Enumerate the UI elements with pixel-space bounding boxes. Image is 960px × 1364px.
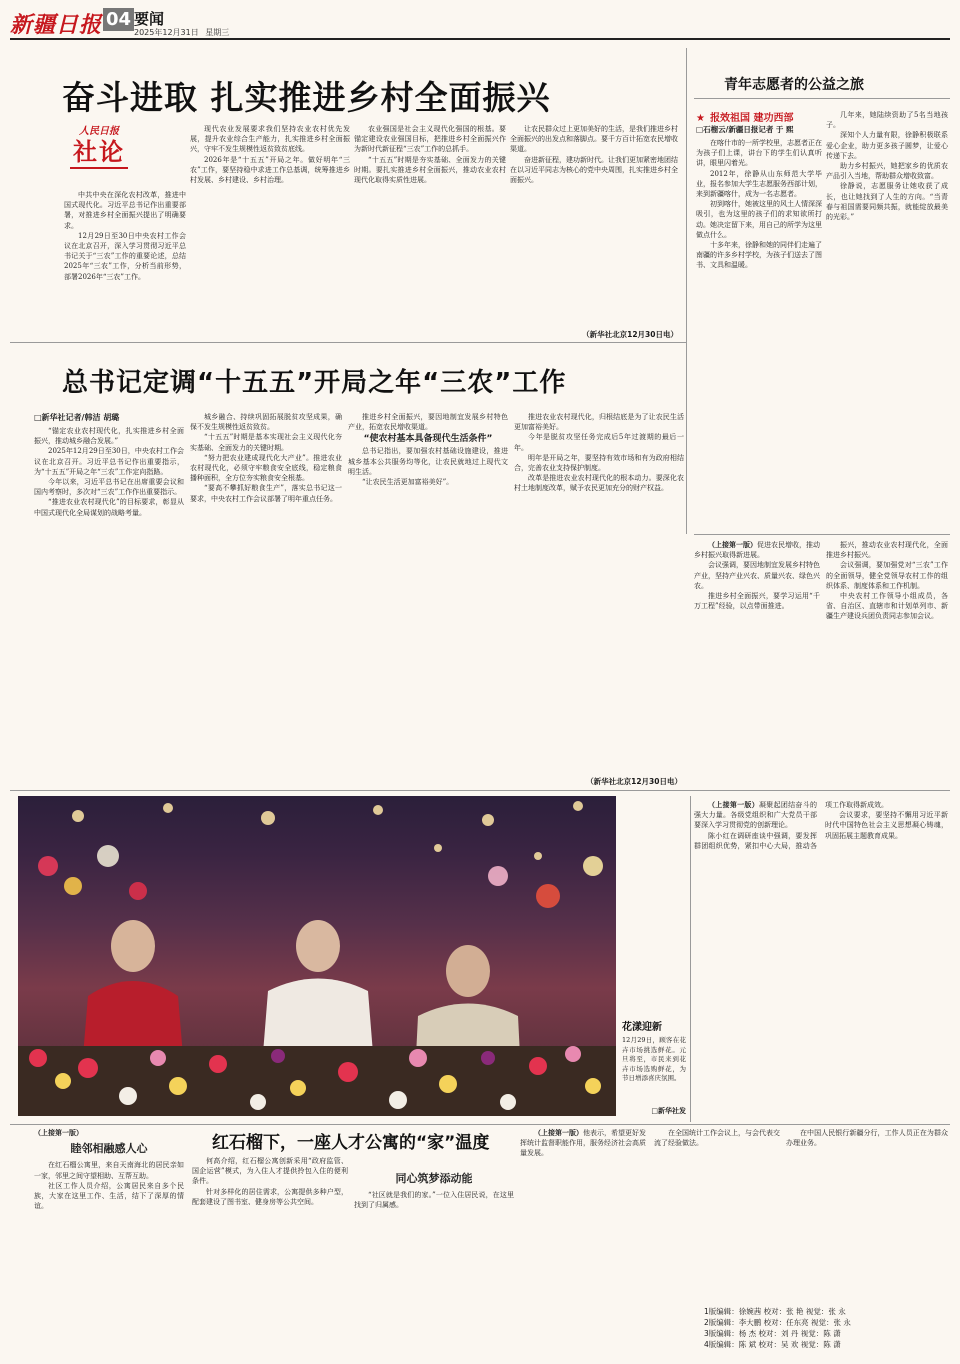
lead-para: 农业强国是社会主义现代化强国的根基。要锚定建设农业强国目标，把推进乡村全面振兴作为新时代新征程“三农”工作的总抓手。 <box>354 125 506 154</box>
right-lower-para: 陈小红在调研座谈中强调，要发挥群团组织优势，紧扣中心大局，推动各项工作取得新成效。 <box>694 801 888 850</box>
lead-col-2 <box>190 124 350 330</box>
lead-col-1 <box>64 190 186 330</box>
sidebar-para: 初到喀什，她被这里的风土人情深深吸引，也为这里的孩子们的求知欲所打动。她决定留下来，用自己的所学为这里做点什么。 <box>696 200 822 239</box>
page-number: 04 <box>103 8 134 31</box>
mid-col-2 <box>190 412 342 784</box>
mid-para: 今年是脱贫攻坚任务完成后5年过渡期的最后一年。 <box>514 433 684 452</box>
bottom-mid-subhead: 同心筑梦添动能 <box>395 1172 473 1185</box>
mid-para: 总书记指出，要加强农村基础设施建设，推进城乡基本公共服务均等化，让农民就地过上现代文明生活。 <box>348 447 508 476</box>
lead-col-4 <box>510 124 678 330</box>
bottom-right-text: 他表示，希望更好发挥统计监督职能作用，服务经济社会高质量发展。 <box>520 1129 646 1158</box>
bottom-right-para <box>520 1128 646 1159</box>
bottom-mid-para: 何高介绍，红石榴公寓创新采用“政府监管、国企运营”模式，为入住人才提供拎包入住的便利条件。 <box>192 1157 348 1186</box>
sidebar-para: 2012年，徐静从山东师范大学毕业，报名参加大学生志愿服务西部计划，来到新疆喀什，成为一名志愿者。 <box>696 169 822 199</box>
mid-headline: 总书记定调“十五五”开局之年“三农”工作 <box>62 368 567 398</box>
lead-para: 现代农业发展要求我们坚持农业农村优先发展，提升农业综合生产能力，扎实推进乡村全面振兴，守牢不发生规模性返贫致贫底线。 <box>190 125 350 154</box>
from-page-label: （上接第一版） <box>34 1129 83 1137</box>
footer-row: 2版编辑：李大鹏 校对：任东亮 视觉：张 永 <box>704 1318 851 1327</box>
right-cont-para: 中央农村工作领导小组成员，各省、自治区、直辖市和计划单列市、新疆生产建设兵团负责同志参加会议。 <box>826 592 948 621</box>
bottom-top-rule <box>10 1124 950 1125</box>
mid-para: 推进乡村全面振兴，要因地制宜发展乡村特色产业，拓宽农民增收渠道。 <box>348 413 508 432</box>
mid-para: “努力把农业建成现代化大产业”。推进农业农村现代化，必须守牢粮食安全底线，稳定粮食播种面积，全方位夯实粮食安全根基。 <box>190 453 342 483</box>
mid-para: 推进农业农村现代化，归根结底是为了让农民生活更加富裕美好。 <box>514 413 684 432</box>
section-title: 要闻 <box>134 10 165 28</box>
sidebar-col-2 <box>826 110 948 524</box>
date-text: 2025年12月31日 <box>134 28 199 37</box>
sidebar-para: 几年来，她陆续资助了5名当地孩子。 <box>826 111 948 130</box>
lead-para: 12月29日至30日中央农村工作会议在北京召开，深入学习贯彻习近平总书记关于“三农”工作的重要论述，总结2025年“三农”工作，分析当前形势，部署2026年“三农”工作。 <box>64 231 186 281</box>
mid-para: 城乡融合、持续巩固拓展脱贫攻坚成果，确保不发生规模性返贫致贫。 <box>190 413 342 432</box>
news-photo-flower-market <box>18 796 616 1116</box>
badge-underline <box>70 167 128 169</box>
mid-para: “让农民生活更加富裕美好”。 <box>362 478 454 487</box>
mid-para: “十五五”时期是基本实现社会主义现代化夯实基础、全面发力的关键时期。 <box>190 433 342 452</box>
sidebar-byline: □石榴云/新疆日报记者 于 熙 <box>696 125 794 134</box>
photo-caption-block <box>622 1018 686 1118</box>
mid-para: “锚定农业农村现代化，扎实推进乡村全面振兴，推动城乡融合发展。” <box>34 427 184 446</box>
sidebar-col-1 <box>696 138 822 524</box>
right-cont-para <box>694 540 820 560</box>
sidebar-para: 深知个人力量有限，徐静积极联系爱心企业，助力更多孩子圆梦，让爱心传递下去。 <box>826 131 948 160</box>
star-icon: ★ <box>696 113 705 124</box>
masthead <box>10 6 950 46</box>
mid-col-4 <box>514 412 684 778</box>
sidebar-headline: 青年志愿者的公益之旅 <box>724 77 864 93</box>
editorial-badge-main: 社论 <box>73 137 125 166</box>
newspaper-logo: 新疆日报 <box>10 12 103 38</box>
sidebar-para: 十多年来，徐静和她的同伴们走遍了南疆的许多乡村学校，为孩子们送去了图书、文具和温暖。 <box>696 241 822 270</box>
column-label-text: 报效祖国 建功西部 <box>710 113 794 124</box>
sidebar-divider <box>686 48 687 534</box>
mid-para: “推进农业农村现代化”的目标要求，彰显从中国式现代化全局谋划的战略考量。 <box>34 498 184 517</box>
mid-para: “要高不攀抓好粮食生产”，落实总书记这一要求，中央农村工作会议部署了明年重点任务。 <box>190 484 342 503</box>
lead-para: 奋进新征程，建功新时代。让我们更加紧密地团结在以习近平同志为核心的党中央周围，扎实推进乡村全面振兴。 <box>510 155 678 185</box>
bottom-far-right <box>786 1128 948 1302</box>
sidebar-head-rule <box>694 98 950 99</box>
right-lower-para: 会议要求，要坚持不懈用习近平新时代中国特色社会主义思想凝心铸魂，巩固拓展主题教育成果。 <box>825 811 948 840</box>
bottom-left-block <box>34 1128 184 1356</box>
bottom-mid-col-1 <box>192 1156 348 1356</box>
lead-credit: （新华社北京12月30日电） <box>582 330 678 339</box>
photo-caption-title: 花漾迎新 <box>622 1022 662 1033</box>
bottom-left-para: 社区工作人员介绍，公寓居民来自多个民族，大家在这里工作、生活，结下了深厚的情谊。 <box>34 1181 184 1211</box>
bottom-left-subhead: 睦邻相融感人心 <box>70 1142 148 1156</box>
from-page-label: （上接第一版） <box>534 1129 583 1137</box>
lead-para: 2026年是“十五五”开局之年。做好明年“三农”工作，要坚持稳中求进工作总基调，统筹推进乡村发展、乡村建设、乡村治理。 <box>190 155 350 185</box>
bottom-left-para: 在红石榴公寓里，来自天南海北的居民亲如一家，邻里之间守望相助、互帮互助。 <box>34 1161 184 1180</box>
right-lower-para <box>694 800 817 831</box>
right-lower-divider <box>690 796 691 1122</box>
bottom-right-para: 在全国统计工作会议上，与会代表交流了经验做法。 <box>654 1129 780 1148</box>
lead-para: 让农民群众过上更加美好的生活，是我们推进乡村全面振兴的出发点和落脚点。要千方百计拓宽农民增收渠道。 <box>510 125 678 154</box>
right-cont-col-1 <box>694 540 820 786</box>
footer-row: 3版编辑：杨 杰 校对：刘 丹 视觉：陈 潇 <box>704 1329 841 1338</box>
bottom-mid-para: “社区就是我们的家。”一位入住居民说，在这里找到了归属感。 <box>354 1191 514 1210</box>
right-cont-para: 会议强调，要因地制宜发展乡村特色产业，坚持产业兴农、质量兴农、绿色兴农。 <box>694 561 820 590</box>
lead-para: 中共中央在深化农村改革，推进中国式现代化。习近平总书记作出重要部署，对推进乡村全面振兴提出了明确要求。 <box>64 191 186 230</box>
lead-para: “十五五”时期是夯实基础、全面发力的关键时期。要扎实推进乡村全面振兴，推动农业农村现代化取得实质性进展。 <box>354 155 506 185</box>
lead-headline: 奋斗进取 扎实推进乡村全面振兴 <box>62 78 551 117</box>
editorial-badge <box>64 122 134 174</box>
mid-para: 明年是开局之年，要坚持有效市场和有为政府相结合，完善农业支持保护制度。 <box>514 453 684 473</box>
footer-row: 1版编辑：徐婉茜 校对：张 艳 视觉：张 永 <box>704 1307 846 1316</box>
footer-editors <box>704 1306 950 1350</box>
sidebar-para: 助力乡村振兴，她把家乡的优质农产品引入当地，帮助群众增收致富。 <box>826 162 948 181</box>
editorial-badge-top: 人民日报 <box>79 126 119 137</box>
issue-date <box>134 27 229 38</box>
right-cont-rule <box>694 534 950 535</box>
weekday-text: 星期三 <box>205 28 230 37</box>
mid-byline: □新华社记者/韩洁 胡璐 <box>34 413 120 422</box>
photo-top-rule <box>10 790 950 791</box>
right-cont-col-2 <box>826 540 948 786</box>
right-cont-para: 振兴，推动农业农村现代化，全面推进乡村振兴。 <box>826 541 948 560</box>
sidebar-para: 徐静说，志愿服务让她收获了成长，也让她找到了人生的方向。“当青春与祖国需要同频共振，就能绽放最美的光彩。” <box>826 182 948 222</box>
mid-top-rule <box>10 342 686 343</box>
photo-illustration <box>18 796 616 1116</box>
bottom-mid-headline: 红石榴下，一座人才公寓的“家”温度 <box>212 1133 490 1153</box>
sidebar-column-label <box>696 106 794 125</box>
right-lower-col <box>694 800 948 1118</box>
masthead-rule <box>10 38 950 40</box>
mid-para: 改革是推进农业农村现代化的根本动力。要深化农村土地制度改革，赋予农民更加充分的财产权益。 <box>514 474 684 493</box>
mid-para: 2025年12月29日至30日，中央农村工作会议在北京召开。习近平总书记作出重要指示，为“十五五”开局之年“三农”工作定向指路。 <box>34 447 184 476</box>
right-cont-para: 会议强调，要加强党对“三农”工作的全面领导，健全党领导农村工作的组织体系、制度体系和工作机制。 <box>826 561 948 590</box>
photo-credit: □新华社发 <box>651 1107 686 1115</box>
bottom-right-para: 在中国人民银行新疆分行，工作人员正在为群众办理业务。 <box>786 1129 948 1148</box>
mid-para: 今年以来，习近平总书记在出席重要会议和国内考察时，多次对“三农”工作作出重要指示。 <box>34 478 184 497</box>
sidebar-para: 在喀什市的一所学校里，志愿者正在为孩子们上课，讲台下的学生们认真听讲，眼里闪着光。 <box>696 139 822 168</box>
from-page-label: （上接第一版） <box>708 541 757 549</box>
bottom-mid-para: 针对多样化的居住需求，公寓提供多种户型，配套建设了图书室、健身房等公共空间。 <box>192 1187 348 1206</box>
right-cont-text: 促进农民增收，推动乡村振兴取得新进展。 <box>694 541 820 560</box>
mid-credit: （新华社北京12月30日电） <box>586 777 682 786</box>
footer-row: 4版编辑：陈 斌 校对：吴 欢 视觉：陈 潇 <box>704 1340 841 1349</box>
right-cont-para: 推进乡村全面振兴，要学习运用“千万工程”经验，以点带面推进。 <box>694 592 820 611</box>
right-lower-text: 凝聚起团结奋斗的强大力量。各级党组织和广大党员干部要深入学习贯彻党的创新理论。 <box>694 801 817 830</box>
photo-caption-text: 12月29日，顾客在花卉市场挑选鲜花。元旦将至，市民来到花卉市场选购鲜花，为节日增添喜庆氛围。 <box>622 1036 686 1082</box>
mid-col-3 <box>348 412 508 784</box>
mid-col-1 <box>34 426 184 784</box>
from-page-label: （上接第一版） <box>708 801 759 809</box>
mid-para: “使农村基本具备现代生活条件” <box>363 434 493 445</box>
lead-col-3 <box>354 124 506 330</box>
bottom-mid-col-2 <box>354 1156 514 1356</box>
